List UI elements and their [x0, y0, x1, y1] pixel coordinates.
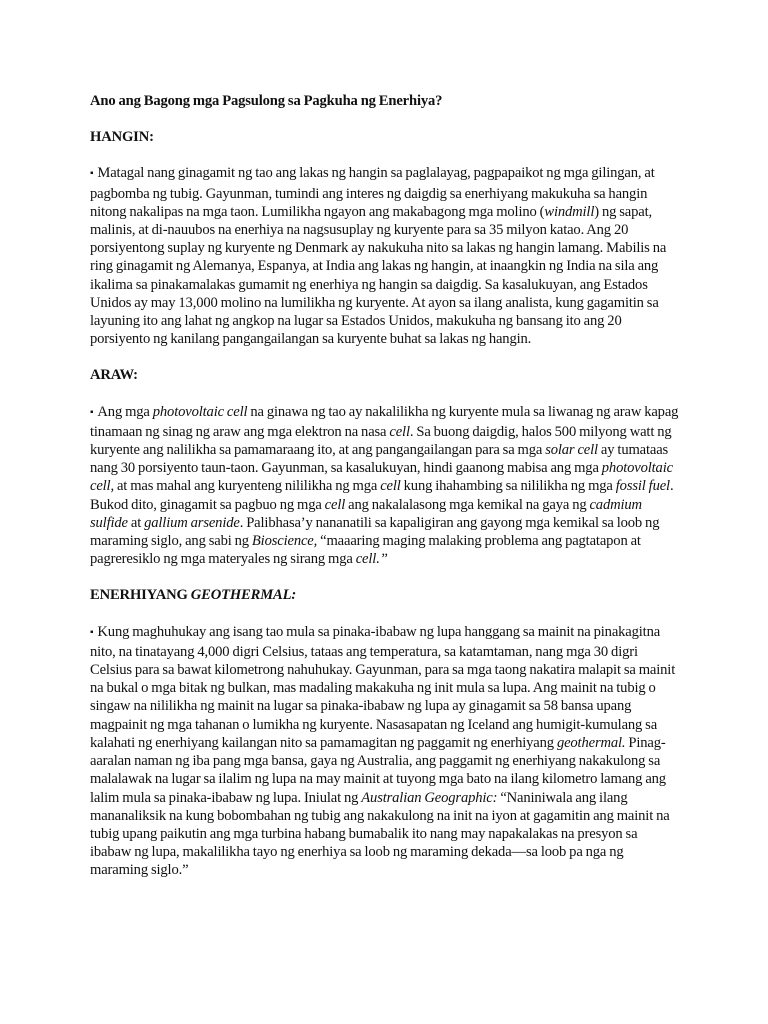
italic-run: windmill [544, 203, 595, 220]
document-title: Ano ang Bagong mga Pagsulong sa Pagkuha ng Enerhiya? [90, 93, 443, 109]
italic-run: solar cell [545, 442, 598, 459]
section-heading-text: ENERHIYANG [90, 587, 191, 604]
text-run: Ang mga [97, 403, 153, 420]
italic-run: gallium arsenide [144, 514, 240, 531]
text-run: ang nakalalasong mga kemikal na gaya ng [345, 496, 590, 513]
section-heading-text: ARAW: [90, 367, 138, 384]
bullet-icon: ▪ [90, 406, 94, 418]
section-geothermal [90, 586, 680, 879]
italic-run: photovoltaic cell, [90, 460, 673, 495]
section-heading [90, 366, 680, 384]
text-run: . Palibhasa’y nananatili sa kapaligiran ang gayong mga kemikal sa loob ng maraming siglo, ang sabi ng [90, 514, 660, 550]
italic-run: geothermal. [556, 734, 626, 751]
italic-run: photovoltaic cell [152, 403, 248, 420]
paragraph-text [90, 404, 678, 568]
section-heading-italic: GEOTHERMAL: [190, 587, 297, 604]
text-run: “maaaring maging malaking problema ang pagtatapon at pagreresiklo ng mga materyales ng sirang mga [90, 533, 641, 568]
bullet-icon: ▪ [90, 626, 94, 638]
italic-run: Bioscience, [251, 533, 318, 550]
bullet-icon: ▪ [90, 168, 94, 180]
italic-run: cell.” [355, 551, 388, 568]
italic-run: cell [324, 496, 346, 513]
text-run: at mas mahal ang kuryenteng nililikha ng mga [113, 478, 381, 495]
text-run: . Bukod dito, ginagamit sa pagbuo ng mga [90, 478, 674, 513]
text-run: Kung maghuhukay ang isang tao mula sa pinaka-ibabaw ng lupa hanggang sa mainit na pinakagitna nito, na tinatayang 4,000 digri Celsius, tataas ang temperatura, sa katamtaman, nang mga 30 digri Celsius para sa bawat kilometrong nahuhukay. Gayunman, para sa mga taong nakatira malapit sa mainit na bukal o mga bitak ng bulkan, mas madaling makakuha ng init mula sa lupa. Ang mainit na tubig o singaw na nililikha ng mainit na lugar sa pinaka-ibabaw ng lupa ay ginagamit sa 58 bansa upang magpainit ng mga tahanan o lumikha ng kuryente. Nasasapatan ng Iceland ang humigit-kumulang sa kalahati ng enerhiyang kailangan nito sa pamamagitan ng paggamit ng enerhiyang [90, 623, 676, 751]
section-paragraph [90, 164, 680, 348]
italic-run: fossil fuel [615, 478, 670, 495]
italic-run: cell [389, 423, 410, 440]
text-run: na ginawa ng tao ay nakalilikha ng kuryente mula sa liwanag ng araw kapag tinamaan ng sinag ng araw ang mga elektron na nasa [90, 403, 679, 440]
section-paragraph [90, 623, 680, 880]
text-run: Pinag-aaralan naman ng iba pang mga bansa, gaya ng Australia, ang paggamit ng enerhiyang nakakulong sa malalawak na lugar sa ilalim ng lupa na may mainit at tuyong mga bato na ilang kilometro lamang ang lalim mula sa pinaka-ibabaw ng lupa. Iniulat ng [90, 734, 666, 806]
section-heading-text: HANGIN: [90, 129, 154, 146]
section-hangin [90, 128, 680, 348]
text-run: kung ihahambing sa nililikha ng mga [400, 478, 616, 495]
section-heading [90, 586, 680, 604]
paragraph-text [90, 624, 675, 879]
text-run: Matagal nang ginagamit ng tao ang lakas ng hangin sa paglalayag, pagpapaikot ng mga gilingan, at pagbomba ng tubig. Gayunman, tumindi ang interes ng daigdig sa enerhiyang makukuha sa hangin nitong nakalipas na mga taon. Lumilikha ngayon ang makabagong mga molino ( [90, 165, 655, 220]
text-run: at [127, 514, 145, 531]
section-heading [90, 128, 680, 146]
document-page [90, 92, 680, 898]
text-run: ) ng sapat, malinis, at di-nauubos na enerhiya na nagsusuplay ng kuryente para sa 35 milyon katao. Ang 20 porsiyentong suplay ng kuryente ng Denmark ay nakukuha nito sa lakas ng hangin lamang. Mabilis na ring ginagamit ng Alemanya, Espanya, at India ang lakas ng hangin, at inaangkin ng India na sila ang ikalima sa pinakamalakas gumamit ng enerhiya ng hangin sa daigdig. Sa kasalukuyan, ang Estados Unidos ay may 13,000 molino na lumilikha ng kuryente. At ayon sa ilang analista, kung gagamitin sa layuning ito ang lahat ng angkop na lugar sa Estados Unidos, makukuha ng bansang ito ang 20 porsiyento ng kanilang pangangailangan sa kuryente buhat sa lakas ng hangin. [90, 203, 667, 348]
section-araw [90, 366, 680, 568]
italic-run: cadmium sulfide [90, 496, 642, 531]
text-run: ay tumataas nang 30 porsiyento taun-taon. Gayunman, sa kasalukuyan, hindi gaanong mabisa ang mga [90, 442, 669, 477]
paragraph-text [90, 165, 666, 347]
text-run: “Naniniwala ang ilang mananaliksik na kung bobombahan ng tubig ang nakakulong na init na iyon at gagamitin ang mainit na tubig upang paikutin ang mga turbina habang bumabalik ito nang may napakalakas na presyon sa ibabaw ng lupa, makalilikha tayo ng enerhiya sa loob ng maraming dekada—sa loob pa nga ng maraming siglo.” [90, 789, 670, 879]
italic-run: Australian Geographic: [361, 789, 498, 806]
text-run: . Sa buong daigdig, halos 500 milyong watt ng kuryente ang nalilikha sa pamamaraang ito, at ang pangangailangan para sa mga [90, 423, 672, 459]
section-paragraph [90, 403, 680, 569]
italic-run: cell [380, 478, 401, 495]
